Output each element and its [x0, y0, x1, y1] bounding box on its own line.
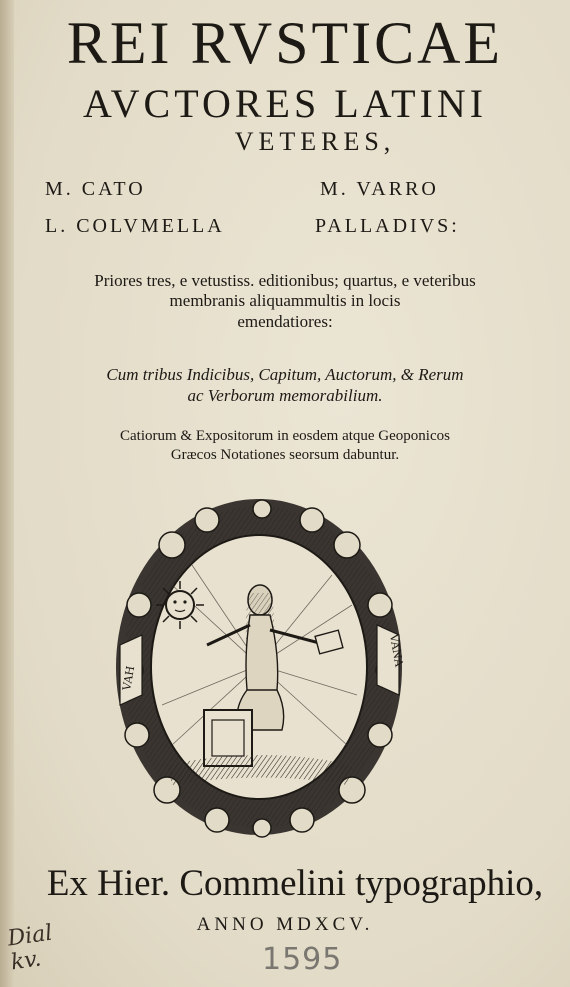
printer-device-icon — [112, 495, 407, 840]
description-line-2: membranis aliquammultis in locis — [169, 291, 401, 310]
notes-line-2: Græcos Notationes seorsum dabuntur. — [170, 447, 400, 463]
author-palladius: PALLADIVS: — [315, 215, 460, 237]
indices-line-1: Cum tribus Indicibus, Capitum, Auctorum, & Rerum — [106, 365, 464, 384]
description-line-1: Priores tres, e vetustiss. editionibus; quartus, e veteribus — [94, 271, 476, 290]
ownership-mark: Dial kv. — [6, 920, 54, 976]
title-line-3: VETERES, — [234, 127, 396, 156]
description-line-3: emendatiores: — [237, 312, 333, 331]
ribbon-right-label: VANA — [387, 633, 406, 668]
author-columella: L. COLVMELLA — [45, 215, 225, 237]
notes-line-1: Catiorum & Expositorum in eosdem atque Geoponicos — [120, 428, 450, 444]
imprint-year: ANNO MDXCV. — [196, 914, 374, 935]
title-line-2: AVCTORES LATINI — [82, 81, 488, 126]
title-line-1: REI RVSTICAE — [66, 10, 504, 76]
ribbon-left-label: VAH — [120, 664, 138, 692]
author-cato: M. CATO — [45, 178, 146, 200]
handwritten-year: 1595 — [262, 942, 343, 977]
indices-line-2: ac Verborum memorabilium. — [187, 386, 383, 405]
imprint: Ex Hier. Commelini typographio, — [46, 863, 544, 904]
author-varro: M. VARRO — [320, 178, 439, 200]
